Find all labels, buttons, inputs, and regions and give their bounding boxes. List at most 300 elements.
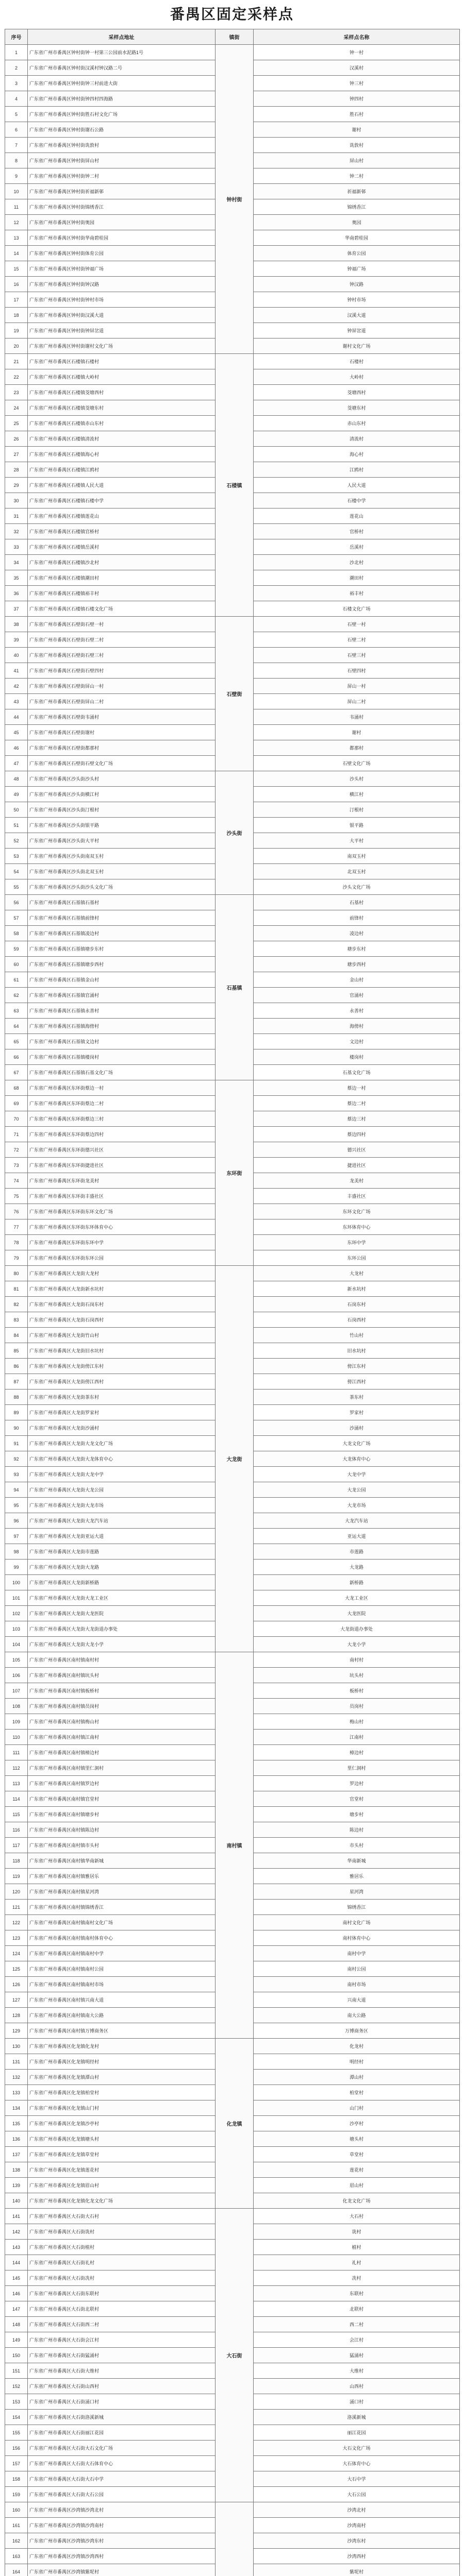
- row-address: 广东省广州市番禺区大龙街沙涌村: [28, 1420, 216, 1436]
- row-number: 83: [5, 1312, 28, 1328]
- row-number: 82: [5, 1297, 28, 1312]
- row-number: 117: [5, 1838, 28, 1853]
- row-site-name: 塘头村: [254, 2131, 460, 2147]
- row-address: 广东省广州市番禺区大石街西二村: [28, 2317, 216, 2332]
- row-number: 118: [5, 1853, 28, 1869]
- row-number: 49: [5, 787, 28, 802]
- row-site-name: 谢村: [254, 122, 460, 138]
- row-site-name: 钟福广场: [254, 261, 460, 277]
- row-site-name: 诜村: [254, 2224, 460, 2240]
- row-number: 43: [5, 694, 28, 709]
- row-address: 广东省广州市番禺区沙头街汀根村: [28, 802, 216, 818]
- row-address: 广东省广州市番禺区钟村街汉溪大道: [28, 308, 216, 323]
- row-number: 90: [5, 1420, 28, 1436]
- row-address: 广东省广州市番禺区石基镇海傍村: [28, 1019, 216, 1034]
- row-site-name: 莲花山: [254, 509, 460, 524]
- row-site-name: 东环中学: [254, 1235, 460, 1250]
- row-number: 50: [5, 802, 28, 818]
- row-address: 广东省广州市番禺区石楼镇江鸥村: [28, 462, 216, 478]
- row-number: 73: [5, 1158, 28, 1173]
- row-number: 65: [5, 1034, 28, 1049]
- row-address: 广东省广州市番禺区南村镇樟边村: [28, 1745, 216, 1760]
- row-address: 广东省广州市番禺区化龙镇柏堂村: [28, 2085, 216, 2100]
- table-row: [5, 1080, 460, 1096]
- row-site-name: 蔡边三村: [254, 1111, 460, 1127]
- row-site-name: 钟屏岔道: [254, 323, 460, 338]
- row-number: 146: [5, 2286, 28, 2301]
- row-address: 广东省广州市番禺区南村镇江南村: [28, 1730, 216, 1745]
- row-number: 107: [5, 1683, 28, 1699]
- row-number: 148: [5, 2317, 28, 2332]
- row-address: 广东省广州市番禺区石楼镇石楼文化广场: [28, 601, 216, 617]
- row-number: 142: [5, 2224, 28, 2240]
- row-number: 48: [5, 771, 28, 787]
- row-site-name: 官桥村: [254, 524, 460, 539]
- row-address: 广东省广州市番禺区钟村街钟村市场: [28, 292, 216, 308]
- row-address: 广东省广州市番禺区南村镇南村公园: [28, 1961, 216, 1977]
- row-number: 88: [5, 1389, 28, 1405]
- row-number: 66: [5, 1049, 28, 1065]
- row-number: 121: [5, 1900, 28, 1915]
- row-site-name: 岳溪村: [254, 539, 460, 555]
- row-address: 广东省广州市番禺区化龙镇山门村: [28, 2100, 216, 2116]
- row-address: 广东省广州市番禺区钟村街祈福新邨: [28, 184, 216, 199]
- row-address: 广东省广州市番禺区石壁街石壁二村: [28, 632, 216, 648]
- row-address: 广东省广州市番禺区南村镇南村村: [28, 1652, 216, 1668]
- row-site-name: 石岗西村: [254, 1312, 460, 1328]
- table-row: [5, 2209, 460, 2224]
- row-address: 广东省广州市番禺区石楼镇茭塘西村: [28, 385, 216, 400]
- row-address: 广东省广州市番禺区钟村街奥园: [28, 215, 216, 230]
- row-number: 158: [5, 2471, 28, 2487]
- row-number: 87: [5, 1374, 28, 1389]
- row-address: 广东省广州市番禺区大龙街傍江西村: [28, 1374, 216, 1389]
- table-body: [5, 45, 460, 2576]
- row-number: 126: [5, 1977, 28, 1992]
- row-site-name: 沙北村: [254, 555, 460, 570]
- row-site-name: 沙涌村: [254, 1420, 460, 1436]
- row-number: 160: [5, 2502, 28, 2518]
- row-address: 广东省广州市番禺区东环街德兴社区: [28, 1142, 216, 1158]
- row-site-name: 大龙医院: [254, 1606, 460, 1621]
- row-address: 广东省广州市番禺区大龙街新水坑村: [28, 1281, 216, 1297]
- row-site-name: 汉溪大道: [254, 308, 460, 323]
- row-address: 广东省广州市番禺区南村镇梅山村: [28, 1714, 216, 1730]
- row-site-name: 沙头文化广场: [254, 879, 460, 895]
- row-site-name: 塘步东村: [254, 941, 460, 957]
- row-address: 广东省广州市番禺区东环街东环公园: [28, 1250, 216, 1266]
- row-site-name: 坑头村: [254, 1668, 460, 1683]
- row-town: 沙头街: [216, 771, 254, 895]
- table-row: [5, 1652, 460, 1668]
- row-number: 77: [5, 1219, 28, 1235]
- row-number: 46: [5, 740, 28, 756]
- row-address: 广东省广州市番禺区东环街东环文化广场: [28, 1204, 216, 1219]
- row-number: 103: [5, 1621, 28, 1637]
- row-address: 广东省广州市番禺区南村镇雅居乐: [28, 1869, 216, 1884]
- row-number: 100: [5, 1575, 28, 1590]
- row-site-name: 植村: [254, 2240, 460, 2255]
- row-site-name: 大龙小学: [254, 1637, 460, 1652]
- row-address: 广东省广州市番禺区大龙街新桥路: [28, 1575, 216, 1590]
- row-site-name: 前锋村: [254, 910, 460, 926]
- row-number: 155: [5, 2425, 28, 2441]
- row-number: 1: [5, 45, 28, 60]
- row-site-name: 洛溪新城: [254, 2410, 460, 2425]
- row-number: 18: [5, 308, 28, 323]
- row-number: 156: [5, 2441, 28, 2456]
- row-address: 广东省广州市番禺区石基镇石基文化广场: [28, 1065, 216, 1080]
- row-site-name: 锦绣香江: [254, 1900, 460, 1915]
- row-site-name: 大石文化广场: [254, 2441, 460, 2456]
- row-site-name: 大龙街道办事处: [254, 1621, 460, 1637]
- row-site-name: 横江村: [254, 787, 460, 802]
- row-site-name: 胜石村: [254, 107, 460, 122]
- row-address: 广东省广州市番禺区沙头街沙头村: [28, 771, 216, 787]
- row-address: 广东省广州市番禺区化龙镇明经村: [28, 2054, 216, 2070]
- row-number: 72: [5, 1142, 28, 1158]
- row-site-name: 大龙村: [254, 1266, 460, 1281]
- row-number: 143: [5, 2240, 28, 2255]
- row-site-name: 猛涌村: [254, 2348, 460, 2363]
- row-site-name: 傍江东村: [254, 1359, 460, 1374]
- row-address: 广东省广州市番禺区东环街蔡边三村: [28, 1111, 216, 1127]
- row-address: 广东省广州市番禺区沙湾镇沙湾东村: [28, 2533, 216, 2549]
- row-address: 广东省广州市番禺区大龙街石岗东村: [28, 1297, 216, 1312]
- row-site-name: 屏山二村: [254, 694, 460, 709]
- row-address: 广东省广州市番禺区钟村街钟三村前进大街: [28, 76, 216, 91]
- row-town: 石壁街: [216, 617, 254, 771]
- row-address: 广东省广州市番禺区沙头街北双玉村: [28, 864, 216, 879]
- row-number: 42: [5, 679, 28, 694]
- row-address: 广东省广州市番禺区大龙街大龙汽车站: [28, 1513, 216, 1529]
- row-address: 广东省广州市番禺区大石街大石村: [28, 2209, 216, 2224]
- row-address: 广东省广州市番禺区钟村街钟汉路: [28, 277, 216, 292]
- row-address: 广东省广州市番禺区化龙镇塘头村: [28, 2131, 216, 2147]
- row-address: 广东省广州市番禺区石壁街石壁三村: [28, 648, 216, 663]
- row-site-name: 沙湾西村: [254, 2549, 460, 2564]
- row-address: 广东省广州市番禺区石楼镇清流村: [28, 431, 216, 447]
- row-site-name: 礼村: [254, 2255, 460, 2270]
- row-number: 161: [5, 2518, 28, 2533]
- row-number: 163: [5, 2549, 28, 2564]
- row-site-name: 沙湾北村: [254, 2502, 460, 2518]
- row-number: 131: [5, 2054, 28, 2070]
- row-town: 石楼镇: [216, 354, 254, 617]
- row-address: 广东省广州市番禺区钟村街钟一村第三公园前水泥路1号: [28, 45, 216, 60]
- row-address: 广东省广州市番禺区大龙街大龙文化广场: [28, 1436, 216, 1451]
- row-site-name: 沙湾东村: [254, 2533, 460, 2549]
- row-number: 29: [5, 478, 28, 493]
- row-address: 广东省广州市番禺区南村镇南村中学: [28, 1946, 216, 1961]
- row-address: 广东省广州市番禺区南村镇陈边村: [28, 1822, 216, 1838]
- row-number: 37: [5, 601, 28, 617]
- row-site-name: 大龙路: [254, 1560, 460, 1575]
- row-address: 广东省广州市番禺区石基镇石基村: [28, 895, 216, 910]
- row-address: 广东省广州市番禺区南村镇锦绣香江: [28, 1900, 216, 1915]
- row-number: 80: [5, 1266, 28, 1281]
- row-number: 11: [5, 199, 28, 215]
- row-number: 150: [5, 2348, 28, 2363]
- row-site-name: 文边村: [254, 1034, 460, 1049]
- row-site-name: 华南碧桂园: [254, 230, 460, 246]
- row-site-name: 华南新城: [254, 1853, 460, 1869]
- row-site-name: 大石体育中心: [254, 2456, 460, 2471]
- row-address: 广东省广州市番禺区南村镇里仁洞村: [28, 1760, 216, 1776]
- row-number: 123: [5, 1930, 28, 1946]
- row-site-name: 新水坑村: [254, 1281, 460, 1297]
- row-number: 130: [5, 2039, 28, 2054]
- row-address: 广东省广州市番禺区大石街猛涌村: [28, 2348, 216, 2363]
- row-number: 76: [5, 1204, 28, 1219]
- row-site-name: 钟村市场: [254, 292, 460, 308]
- row-address: 广东省广州市番禺区大龙街大龙公园: [28, 1482, 216, 1498]
- row-number: 9: [5, 168, 28, 184]
- row-town: 化龙镇: [216, 2039, 254, 2209]
- row-number: 13: [5, 230, 28, 246]
- row-site-name: 新桥路: [254, 1575, 460, 1590]
- row-number: 116: [5, 1822, 28, 1838]
- row-site-name: 沙亭村: [254, 2116, 460, 2131]
- row-site-name: 紫坭村: [254, 2564, 460, 2576]
- row-address: 广东省广州市番禺区大龙街大龙体育中心: [28, 1451, 216, 1467]
- row-site-name: 沙湾南村: [254, 2518, 460, 2533]
- row-number: 134: [5, 2100, 28, 2116]
- row-number: 145: [5, 2270, 28, 2286]
- row-site-name: 化龙文化广场: [254, 2193, 460, 2209]
- row-site-name: 屏山一村: [254, 679, 460, 694]
- table-row: [5, 354, 460, 369]
- row-address: 广东省广州市番禺区石楼镇茭塘东村: [28, 400, 216, 416]
- row-number: 4: [5, 91, 28, 107]
- row-address: 广东省广州市番禺区沙头街沙头文化广场: [28, 879, 216, 895]
- row-number: 89: [5, 1405, 28, 1420]
- row-address: 广东省广州市番禺区南村镇市头村: [28, 1838, 216, 1853]
- row-number: 41: [5, 663, 28, 679]
- row-site-name: 南村公园: [254, 1961, 460, 1977]
- row-site-name: 官堂村: [254, 1791, 460, 1807]
- row-number: 71: [5, 1127, 28, 1142]
- row-number: 28: [5, 462, 28, 478]
- row-address: 广东省广州市番禺区石楼镇大岭村: [28, 369, 216, 385]
- row-number: 39: [5, 632, 28, 648]
- row-number: 102: [5, 1606, 28, 1621]
- row-site-name: 大维村: [254, 2363, 460, 2379]
- row-number: 120: [5, 1884, 28, 1900]
- row-site-name: 罗边村: [254, 1776, 460, 1791]
- row-site-name: 大石公园: [254, 2487, 460, 2502]
- page-title: 番禺区固定采样点: [170, 6, 294, 23]
- row-number: 33: [5, 539, 28, 555]
- row-address: 广东省广州市番禺区东环街捷进社区: [28, 1158, 216, 1173]
- row-site-name: 韦涌村: [254, 709, 460, 725]
- row-number: 140: [5, 2193, 28, 2209]
- row-address: 广东省广州市番禺区石基镇官涌村: [28, 988, 216, 1003]
- row-number: 141: [5, 2209, 28, 2224]
- row-site-name: 银平路: [254, 818, 460, 833]
- row-site-name: 汀根村: [254, 802, 460, 818]
- row-number: 101: [5, 1590, 28, 1606]
- row-number: 147: [5, 2301, 28, 2317]
- row-number: 53: [5, 849, 28, 864]
- row-address: 广东省广州市番禺区石基镇文边村: [28, 1034, 216, 1049]
- row-number: 114: [5, 1791, 28, 1807]
- row-number: 129: [5, 2023, 28, 2039]
- row-address: 广东省广州市番禺区大龙街大龙小学: [28, 1637, 216, 1652]
- row-address: 广东省广州市番禺区钟村街胜石村文化广场: [28, 107, 216, 122]
- row-site-name: 冼村: [254, 2270, 460, 2286]
- row-number: 104: [5, 1637, 28, 1652]
- row-site-name: 楼岗村: [254, 1049, 460, 1065]
- row-number: 78: [5, 1235, 28, 1250]
- row-address: 广东省广州市番禺区石壁街石壁文化广场: [28, 756, 216, 771]
- row-address: 广东省广州市番禺区化龙镇眉山村: [28, 2178, 216, 2193]
- row-address: 广东省广州市番禺区钟村街体育公园: [28, 246, 216, 261]
- row-address: 广东省广州市番禺区石楼镇石楼村: [28, 354, 216, 369]
- row-number: 47: [5, 756, 28, 771]
- row-site-name: 竹山村: [254, 1328, 460, 1343]
- row-site-name: 塘步村: [254, 1807, 460, 1822]
- row-number: 36: [5, 586, 28, 601]
- row-number: 69: [5, 1096, 28, 1111]
- row-number: 27: [5, 447, 28, 462]
- row-address: 广东省广州市番禺区石楼镇石楼中学: [28, 493, 216, 509]
- row-number: 111: [5, 1745, 28, 1760]
- row-address: 广东省广州市番禺区钟村街谢石公路: [28, 122, 216, 138]
- row-site-name: 山西村: [254, 2379, 460, 2394]
- table-row: [5, 617, 460, 632]
- row-site-name: 人民大道: [254, 478, 460, 493]
- row-address: 广东省广州市番禺区石基镇永善村: [28, 1003, 216, 1019]
- row-site-name: 蔡边四村: [254, 1127, 460, 1142]
- row-address: 广东省广州市番禺区大龙街大龙街道办事处: [28, 1621, 216, 1637]
- row-site-name: 南村中学: [254, 1946, 460, 1961]
- row-number: 8: [5, 153, 28, 168]
- row-address: 广东省广州市番禺区化龙镇化龙村: [28, 2039, 216, 2054]
- row-site-name: 谢村: [254, 725, 460, 740]
- row-site-name: 南双玉村: [254, 849, 460, 864]
- row-address: 广东省广州市番禺区沙头街大平村: [28, 833, 216, 849]
- row-site-name: 钟四村: [254, 91, 460, 107]
- row-number: 23: [5, 385, 28, 400]
- row-number: 115: [5, 1807, 28, 1822]
- row-address: 广东省广州市番禺区化龙镇草堂村: [28, 2147, 216, 2162]
- row-address: 广东省广州市番禺区大龙街亚运大道: [28, 1529, 216, 1544]
- row-site-name: 莲花村: [254, 2162, 460, 2178]
- row-number: 105: [5, 1652, 28, 1668]
- row-number: 93: [5, 1467, 28, 1482]
- row-site-name: 里仁洞村: [254, 1760, 460, 1776]
- row-address: 广东省广州市番禺区东环街丰盛社区: [28, 1189, 216, 1204]
- row-number: 136: [5, 2131, 28, 2147]
- row-address: 广东省广州市番禺区大石街丽江花园: [28, 2425, 216, 2441]
- row-number: 110: [5, 1730, 28, 1745]
- row-site-name: 大龙汽车站: [254, 1513, 460, 1529]
- row-address: 广东省广州市番禺区大石街东联村: [28, 2286, 216, 2301]
- row-site-name: 大平村: [254, 833, 460, 849]
- row-address: 广东省广州市番禺区钟村街华南碧桂园: [28, 230, 216, 246]
- row-number: 70: [5, 1111, 28, 1127]
- row-site-name: 草堂村: [254, 2147, 460, 2162]
- row-site-name: 蔡边一村: [254, 1080, 460, 1096]
- row-number: 151: [5, 2363, 28, 2379]
- row-address: 广东省广州市番禺区钟村街钟福广场: [28, 261, 216, 277]
- row-number: 32: [5, 524, 28, 539]
- row-address: 广东省广州市番禺区石壁街石壁四村: [28, 663, 216, 679]
- row-site-name: 大龙文化广场: [254, 1436, 460, 1451]
- row-site-name: 东联村: [254, 2286, 460, 2301]
- row-site-name: 石壁二村: [254, 632, 460, 648]
- row-town: 钟村街: [216, 45, 254, 354]
- row-address: 广东省广州市番禺区大石街大石体育中心: [28, 2456, 216, 2471]
- table-row: [5, 771, 460, 787]
- row-address: 广东省广州市番禺区南村镇罗边村: [28, 1776, 216, 1791]
- row-address: 广东省广州市番禺区南村镇南村市场: [28, 1977, 216, 1992]
- table-row: [5, 895, 460, 910]
- row-site-name: 沙头村: [254, 771, 460, 787]
- row-site-name: 石基文化广场: [254, 1065, 460, 1080]
- row-number: 7: [5, 138, 28, 153]
- row-address: 广东省广州市番禺区南村镇南村体育中心: [28, 1930, 216, 1946]
- row-number: 40: [5, 648, 28, 663]
- row-number: 79: [5, 1250, 28, 1266]
- table-row: [5, 1266, 460, 1281]
- row-number: 5: [5, 107, 28, 122]
- row-address: 广东省广州市番禺区南村镇员岗村: [28, 1699, 216, 1714]
- row-number: 63: [5, 1003, 28, 1019]
- row-site-name: 石楼村: [254, 354, 460, 369]
- row-site-name: 员岗村: [254, 1699, 460, 1714]
- row-address: 广东省广州市番禺区南村镇星河湾: [28, 1884, 216, 1900]
- row-site-name: 南村村: [254, 1652, 460, 1668]
- row-number: 86: [5, 1359, 28, 1374]
- row-number: 112: [5, 1760, 28, 1776]
- row-address: 广东省广州市番禺区大龙街石岗西村: [28, 1312, 216, 1328]
- row-town: 东环街: [216, 1080, 254, 1266]
- row-number: 138: [5, 2162, 28, 2178]
- row-number: 92: [5, 1451, 28, 1467]
- row-site-name: 星河湾: [254, 1884, 460, 1900]
- row-address: 广东省广州市番禺区石基镇前锋村: [28, 910, 216, 926]
- row-address: 广东省广州市番禺区大石街北联村: [28, 2301, 216, 2317]
- row-site-name: 兴南大道: [254, 1992, 460, 2008]
- row-site-name: 大岭村: [254, 369, 460, 385]
- row-address: 广东省广州市番禺区沙头街银平路: [28, 818, 216, 833]
- table-header-row: [5, 29, 460, 45]
- row-number: 16: [5, 277, 28, 292]
- row-address: 广东省广州市番禺区大石街会江村: [28, 2332, 216, 2348]
- row-address: 广东省广州市番禺区石壁街石壁一村: [28, 617, 216, 632]
- row-address: 广东省广州市番禺区石基镇楼岗村: [28, 1049, 216, 1065]
- row-site-name: 西二村: [254, 2317, 460, 2332]
- row-address: 广东省广州市番禺区钟村街谢村文化广场: [28, 338, 216, 354]
- row-site-name: 南村市场: [254, 1977, 460, 1992]
- row-address: 广东省广州市番禺区大龙街大龙路: [28, 1560, 216, 1575]
- row-site-name: 山门村: [254, 2100, 460, 2116]
- row-number: 56: [5, 895, 28, 910]
- row-site-name: 奥园: [254, 215, 460, 230]
- row-number: 12: [5, 215, 28, 230]
- row-site-name: 北联村: [254, 2301, 460, 2317]
- row-number: 6: [5, 122, 28, 138]
- row-number: 58: [5, 926, 28, 941]
- row-site-name: 锦绣香江: [254, 199, 460, 215]
- row-number: 60: [5, 957, 28, 972]
- row-number: 74: [5, 1173, 28, 1189]
- row-address: 广东省广州市番禺区大石街山西村: [28, 2379, 216, 2394]
- header-address: 采样点地址: [28, 29, 216, 45]
- row-site-name: 石岗东村: [254, 1297, 460, 1312]
